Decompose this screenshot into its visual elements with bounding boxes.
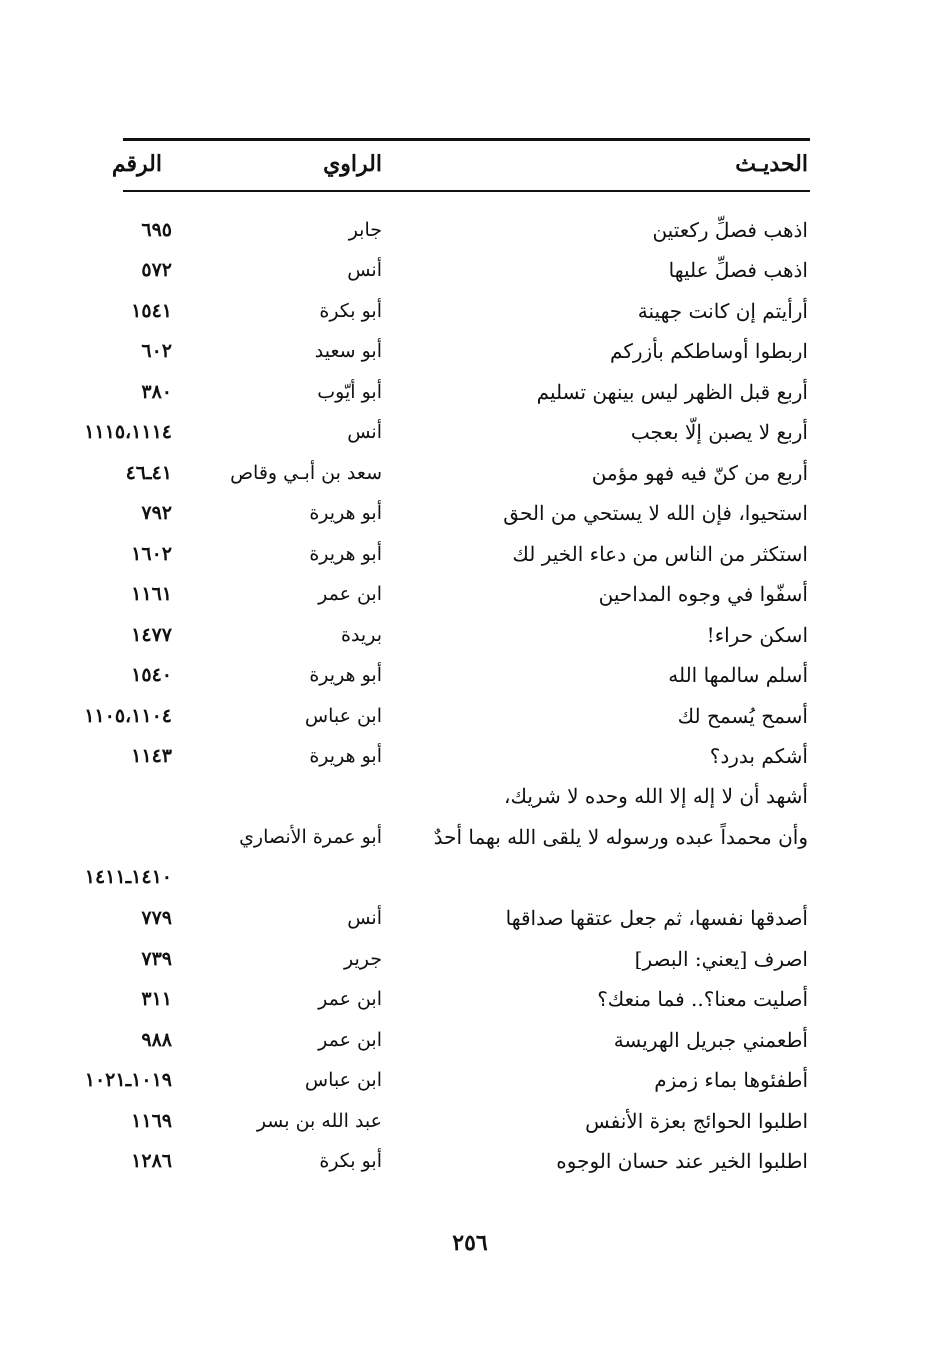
hadith-text: أطفئوها بماء زمزم: [654, 1068, 808, 1092]
hadith-text: أسلم سالمها الله: [668, 663, 808, 687]
table-row: [0, 574, 940, 614]
hadith-number: ٦٩٥: [141, 219, 172, 241]
hadith-number: ٣١١: [141, 988, 172, 1010]
table-row: [0, 615, 940, 655]
narrator-name: أنس: [347, 421, 382, 443]
narrator-name: أبو هريرة: [309, 502, 382, 524]
hadith-text: أربع قبل الظهر ليس بينهن تسليم: [536, 380, 808, 404]
narrator-name: عبد الله بن بسر: [256, 1110, 382, 1132]
hadith-number: ٩٨٨: [141, 1029, 172, 1051]
narrator-name: جابر: [348, 219, 382, 241]
table-row: [0, 493, 940, 533]
narrator-name: ابن عمر: [318, 583, 382, 605]
hadith-number: ١١١٥،١١١٤: [84, 421, 172, 443]
table-row: [0, 372, 940, 412]
table-header-rule: [123, 190, 810, 192]
hadith-number: ٧٣٩: [141, 948, 172, 970]
table-row: [0, 1020, 940, 1060]
hadith-number: ١٢٨٦: [131, 1150, 172, 1172]
hadith-text: أصدقها نفسها، ثم جعل عتقها صداقها: [505, 906, 808, 930]
hadith-number: ٥٧٢: [141, 259, 172, 281]
hadith-text: أسمح يُسمح لك: [677, 704, 808, 728]
hadith-number: ٣٨٠: [141, 381, 172, 403]
table-row: [0, 939, 940, 979]
table-row: [0, 534, 940, 574]
hadith-number: ١٥٤١: [131, 300, 172, 322]
column-header-rawi: الراوي: [323, 151, 382, 177]
hadith-text: أصليت معنا؟.. فما منعك؟: [597, 987, 808, 1011]
hadith-number: ٦٠٢: [141, 340, 172, 362]
table-row: [0, 817, 940, 857]
narrator-name: أبو هريرة: [309, 664, 382, 686]
hadith-number: ١١٦٩: [131, 1110, 172, 1132]
narrator-name: أنس: [347, 907, 382, 929]
hadith-text: أرأيتم إن كانت جهينة: [637, 299, 808, 323]
narrator-name: أبو هريرة: [309, 543, 382, 565]
hadith-number: ١١٦١: [131, 583, 172, 605]
hadith-number: ٧٧٩: [141, 907, 172, 929]
table-row: [0, 1101, 940, 1141]
hadith-text: استحيوا، فإن الله لا يستحي من الحق: [503, 501, 808, 525]
hadith-text: اصرف [يعني: البصر]: [634, 947, 808, 971]
hadith-text: أربع من كنّ فيه فهو مؤمن: [591, 461, 808, 485]
hadith-text: أشكم بدرد؟: [709, 744, 808, 768]
hadith-number: ١١٠٥،١١٠٤: [84, 705, 172, 727]
hadith-text: اطلبوا الحوائج بعزة الأنفس: [585, 1109, 808, 1133]
hadith-number: ١٥٤٠: [131, 664, 172, 686]
hadith-text: استكثر من الناس من دعاء الخير لك: [512, 542, 808, 566]
narrator-name: ابن عمر: [318, 988, 382, 1010]
table-row: [0, 655, 940, 695]
table-row: [0, 898, 940, 938]
table-row: [0, 696, 940, 736]
page-number: ٢٥٦: [452, 1230, 488, 1256]
table-row: [0, 979, 940, 1019]
hadith-text: أسفّوا في وجوه المداحين: [598, 582, 808, 606]
hadith-text: اربطوا أوساطكم بأزركم: [610, 339, 808, 363]
narrator-name: أنس: [347, 259, 382, 281]
hadith-number: ١١٤٣: [131, 745, 172, 767]
hadith-text: أطعمني جبريل الهريسة: [613, 1028, 808, 1052]
narrator-name: أبو بكرة: [319, 1150, 382, 1172]
table-top-rule: [123, 138, 810, 141]
table-row: [0, 250, 940, 290]
narrator-name: أبو عمرة الأنصاري: [239, 826, 382, 848]
table-row: [0, 776, 940, 816]
table-row: [0, 1141, 940, 1181]
table-row: [0, 1060, 940, 1100]
table-row: [0, 210, 940, 250]
narrator-name: أبو هريرة: [309, 745, 382, 767]
table-row: [0, 291, 940, 331]
narrator-name: سعد بن أبـي وقاص: [230, 462, 382, 484]
narrator-name: ابن عباس: [304, 705, 382, 727]
narrator-name: أبو أيّوب: [317, 381, 382, 403]
column-header-raqm: الرقم: [111, 151, 162, 177]
hadith-number: ١٦٠٢: [131, 543, 172, 565]
hadith-text: أربع لا يصبن إلّا بعجب: [630, 420, 808, 444]
hadith-text: وأن محمداً عبده ورسوله لا يلقى الله بهما أحدٌ: [433, 825, 808, 849]
hadith-number: ١٠١٩ـ١٠٢١: [84, 1069, 172, 1091]
table-row: [0, 857, 940, 897]
table-row: [0, 453, 940, 493]
hadith-text: اذهب فصلِّ ركعتين: [652, 218, 808, 242]
narrator-name: بريدة: [341, 624, 382, 646]
hadith-text: اطلبوا الخير عند حسان الوجوه: [556, 1149, 808, 1173]
column-header-hadith: الحديـث: [735, 151, 808, 177]
hadith-number: ١٤٧٧: [131, 624, 172, 646]
table-row: [0, 331, 940, 371]
hadith-text: اذهب فصلِّ عليها: [668, 258, 808, 282]
hadith-number: ٧٩٢: [141, 502, 172, 524]
hadith-text: اسكن حراء!: [706, 623, 808, 647]
hadith-text: أشهد أن لا إله إلا الله وحده لا شريك،: [504, 784, 808, 808]
narrator-name: أبو سعيد: [314, 340, 382, 362]
narrator-name: أبو بكرة: [319, 300, 382, 322]
hadith-number: ١٤١٠ـ١٤١١: [84, 866, 172, 888]
narrator-name: ابن عمر: [318, 1029, 382, 1051]
table-row: [0, 412, 940, 452]
hadith-number: ٤١ـ٤٦: [125, 462, 172, 484]
table-row: [0, 736, 940, 776]
narrator-name: جرير: [344, 948, 382, 970]
narrator-name: ابن عباس: [304, 1069, 382, 1091]
